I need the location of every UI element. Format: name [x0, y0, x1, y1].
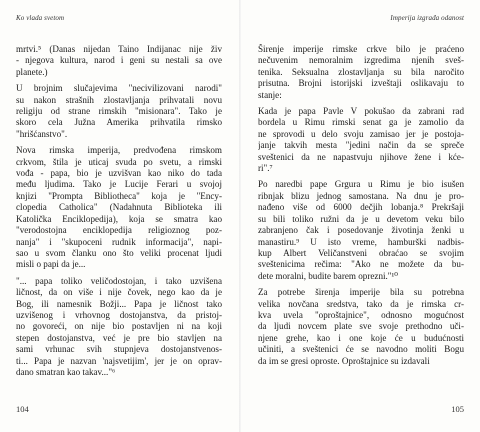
text-line: Kada je papa Pavle V pokušao da zabrani rad [258, 106, 464, 117]
text-line: učiniti, a sveštenici će se navodno moliti Bogu [258, 344, 464, 355]
paragraph [258, 287, 464, 367]
text-line: crkvom, štila je uticaj svuda po svetu, a rimski [16, 156, 222, 167]
text-line: mrtvi.⁵ (Danas nijedan Taino Indijanac nije živ [16, 44, 222, 54]
text-line: sami vrhunac svih stupnjeva dostojanstvenos- [16, 344, 222, 355]
text-line: prisutna. Brojni istorijski izveštaji oslikavaju to [258, 78, 464, 89]
text-line: Nova rimska imperija, predvođena rimskom [16, 145, 222, 156]
text-line: dano smatran kao takav..."⁶ [16, 366, 116, 377]
right-page [240, 0, 480, 432]
running-head-left: Ko vlada svetom [16, 14, 65, 22]
text-line: stepen dostojanstva, već je pre bio stavljen na [16, 332, 222, 343]
page-number-right: 105 [451, 404, 464, 414]
text-line: su nakon strašnih zlostavljanja prihvatali novu [16, 94, 222, 105]
text-line: sveštenici da ne napastvuju njihove žene i kće- [258, 151, 464, 162]
text-line: Katolička Enciklopedija), koja se smatra kao [16, 213, 222, 224]
page-number-left: 104 [16, 404, 29, 414]
text-line: ribnjak blizu jednog samostana. Na dnu je pro- [258, 190, 464, 201]
paragraph [16, 44, 222, 78]
text-line: planete.) [16, 66, 48, 77]
text-line: ličnost, da on više i nije čovek, nego kao da je [16, 287, 222, 298]
paragraph [16, 276, 222, 379]
text-line: manastiru.⁹ U isto vreme, hamburški nadbis- [258, 236, 464, 247]
text-line: - njegova kultura, narod i geni su nestali sa ove [16, 55, 222, 66]
text-line: "... papa toliko veličodostojan, i tako uzvišena [16, 275, 222, 286]
text-line: ri".⁷ [258, 163, 273, 174]
text-line: da ljudi novcem plate sve svoje prethodno uči- [258, 321, 464, 332]
text-line: sveštenicima rečima: "Ako ne možete da bu- [258, 259, 464, 270]
text-line: kup Albert Veličanstveni obraćao se svojim [258, 247, 464, 258]
text-line: clopedia Catholica" (Nadahnuta Biblioteka ili [16, 202, 222, 213]
text-line: bordela u Rimu rimski senat ga je zamolio da [258, 117, 464, 128]
text-line: stanje: [258, 89, 282, 100]
text-line: religiju od strane rimskih "misionara". Tako je [16, 106, 222, 117]
text-line: U brojnim slučajevima "necivilizovani narodi" [16, 83, 222, 94]
text-line: kva uvela "oproštajnice", odnosno mogućnost [258, 309, 464, 320]
paragraph [258, 179, 464, 282]
text-line: Za potrebe širenja imperije bila su potrebna [258, 287, 464, 298]
paragraph [258, 44, 464, 101]
text-line: "hrišćanstvo". [16, 128, 68, 139]
text-line: no govoreći, on nije bio postavljen ni na koji [16, 321, 222, 332]
text-line: uzvišenog i vrhovnog dostojanstva, da pristoj- [16, 309, 222, 320]
text-line: ne sprovodi u delo svoju zamisao jer je postoja- [258, 128, 464, 139]
text-line: misli o papi da je... [16, 259, 86, 270]
text-line: nađeno više od 6000 dečjih lobanja.⁸ Prekršaji [258, 202, 464, 213]
paragraph [16, 145, 222, 270]
right-page-body [258, 44, 464, 367]
paragraph [258, 106, 464, 174]
text-line: su bili toliko ružni da je u devetom veku bilo [258, 213, 464, 224]
text-line: knjizi "Prompta Bibliotheca" koja je "Ency- [16, 190, 222, 201]
text-line: nanja" i "skupoceni rudnik informacija", napi- [16, 236, 222, 247]
text-line: vođa - papa, bio je uzvišvan kao niko do tada [16, 168, 222, 179]
text-line: tenika. Seksualna zlostavljanja su bila naročito [258, 66, 464, 77]
text-line: Bog, ili namesnik Božji... Papa je ličnost tako [16, 298, 222, 309]
text-line: Širenje imperije rimske crkve bilo je praćeno [258, 44, 464, 54]
text-line: janje takvih mesta "jedini način da se spreče [258, 140, 464, 151]
text-line: velika novčana sredstva, tako da je rimska cr- [258, 298, 464, 309]
text-line: da im se gresi oproste. Oproštajnice su izdavali [258, 355, 430, 366]
left-page-body [16, 44, 222, 378]
text-line: njene grehe, kao i one koje će u budućnosti [258, 332, 464, 343]
text-line: ti... Papa je nazvan 'najsvetijim', jer je on oprav- [16, 355, 222, 366]
text-line: zabranjeno čak i posedovanje životinja ženki u [258, 225, 464, 236]
text-line: dete moralni, budite barem oprezni."¹⁰ [258, 270, 398, 281]
text-line: skoro cela Južna Amerika prihvatila rimsko [16, 117, 222, 128]
text-line: Po naredbi pape Grgura u Rimu je bio isušen [258, 179, 464, 190]
text-line: među ljudima. Tako je Lucije Ferari u svojoj [16, 179, 222, 190]
text-line: "verodostojna enciklopedija religioznog poz- [16, 225, 222, 236]
running-head-right: Imperija izgrađa odanost [390, 14, 464, 22]
text-line: nečuvenim nemoralnim izgredima njenih sveš- [258, 55, 464, 66]
text-line: sao u svom članku ono što veliki procenat ljudi [16, 247, 222, 258]
paragraph [16, 83, 222, 140]
